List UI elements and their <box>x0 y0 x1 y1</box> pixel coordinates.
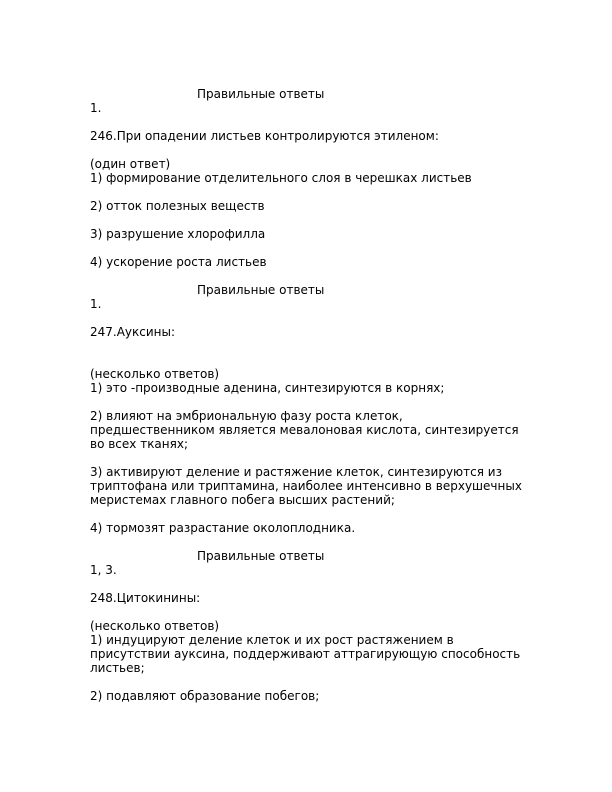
option-text: 3) активируют деление и растяжение клеток, синтезируются из <box>90 465 502 479</box>
option-text: листьев; <box>90 661 145 675</box>
answers-heading: Правильные ответы <box>197 87 325 101</box>
option-text: триптофана или триптамина, наиболее интенсивно в верхушечных <box>90 479 522 493</box>
answer-value: 1. <box>90 101 102 115</box>
answer-value: 1. <box>90 297 102 311</box>
option-text: 2) отток полезных веществ <box>90 199 265 213</box>
option-text: 1) индуцируют деление клеток и их рост растяжением в <box>90 633 454 647</box>
answer-value: 1, 3. <box>90 563 117 577</box>
question-text: 247.Ауксины: <box>90 325 176 339</box>
answer-mode: (несколько ответов) <box>90 367 220 381</box>
option-text: присутствии ауксина, поддерживают аттрагирующую способность <box>90 647 521 661</box>
question-text: 246.При опадении листьев контролируются этиленом: <box>90 129 439 143</box>
option-text: меристемах главного побега высших растений; <box>90 493 395 507</box>
option-text: 1) это -производные аденина, синтезируются в корнях; <box>90 381 445 395</box>
option-text: 3) разрушение хлорофилла <box>90 227 266 241</box>
answers-heading: Правильные ответы <box>197 549 325 563</box>
option-text: 2) влияют на эмбриональную фазу роста клеток, <box>90 409 403 423</box>
option-text: 4) тормозят разрастание околоплодника. <box>90 521 356 535</box>
answer-mode: (один ответ) <box>90 157 171 171</box>
option-text: предшественником является мевалоновая кислота, синтезируется <box>90 423 519 437</box>
option-text: 2) подавляют образование побегов; <box>90 689 320 703</box>
answer-mode: (несколько ответов) <box>90 619 220 633</box>
option-text: во всех тканях; <box>90 437 188 451</box>
option-text: 1) формирование отделительного слоя в черешках листьев <box>90 171 472 185</box>
option-text: 4) ускорение роста листьев <box>90 255 267 269</box>
answers-heading: Правильные ответы <box>197 283 325 297</box>
question-text: 248.Цитокинины: <box>90 591 201 605</box>
